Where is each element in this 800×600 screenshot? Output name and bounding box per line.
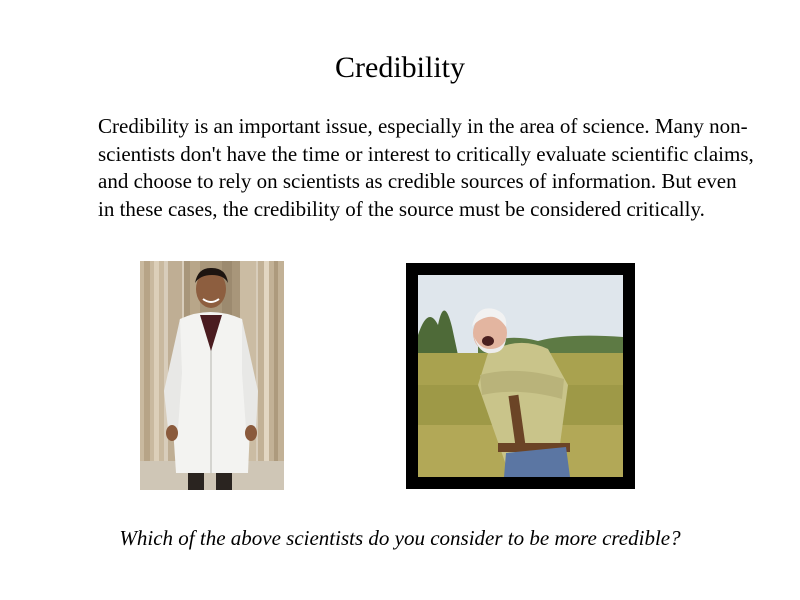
scientist-lab-coat-photo [140,261,284,490]
body-paragraph: Credibility is an important issue, especially in the area of science. Many non-scientists don't have the time or interest to critically evaluate scientific claims, and choose to rely on scientists as credible sources of information. But even in these cases, the credibility of the source must be considered critically. [98,114,754,221]
slide-title: Credibility [335,51,465,84]
straitjacket-man-photo [406,263,635,489]
closing-question: Which of the above scientists do you consider to be more credible? [119,526,681,550]
